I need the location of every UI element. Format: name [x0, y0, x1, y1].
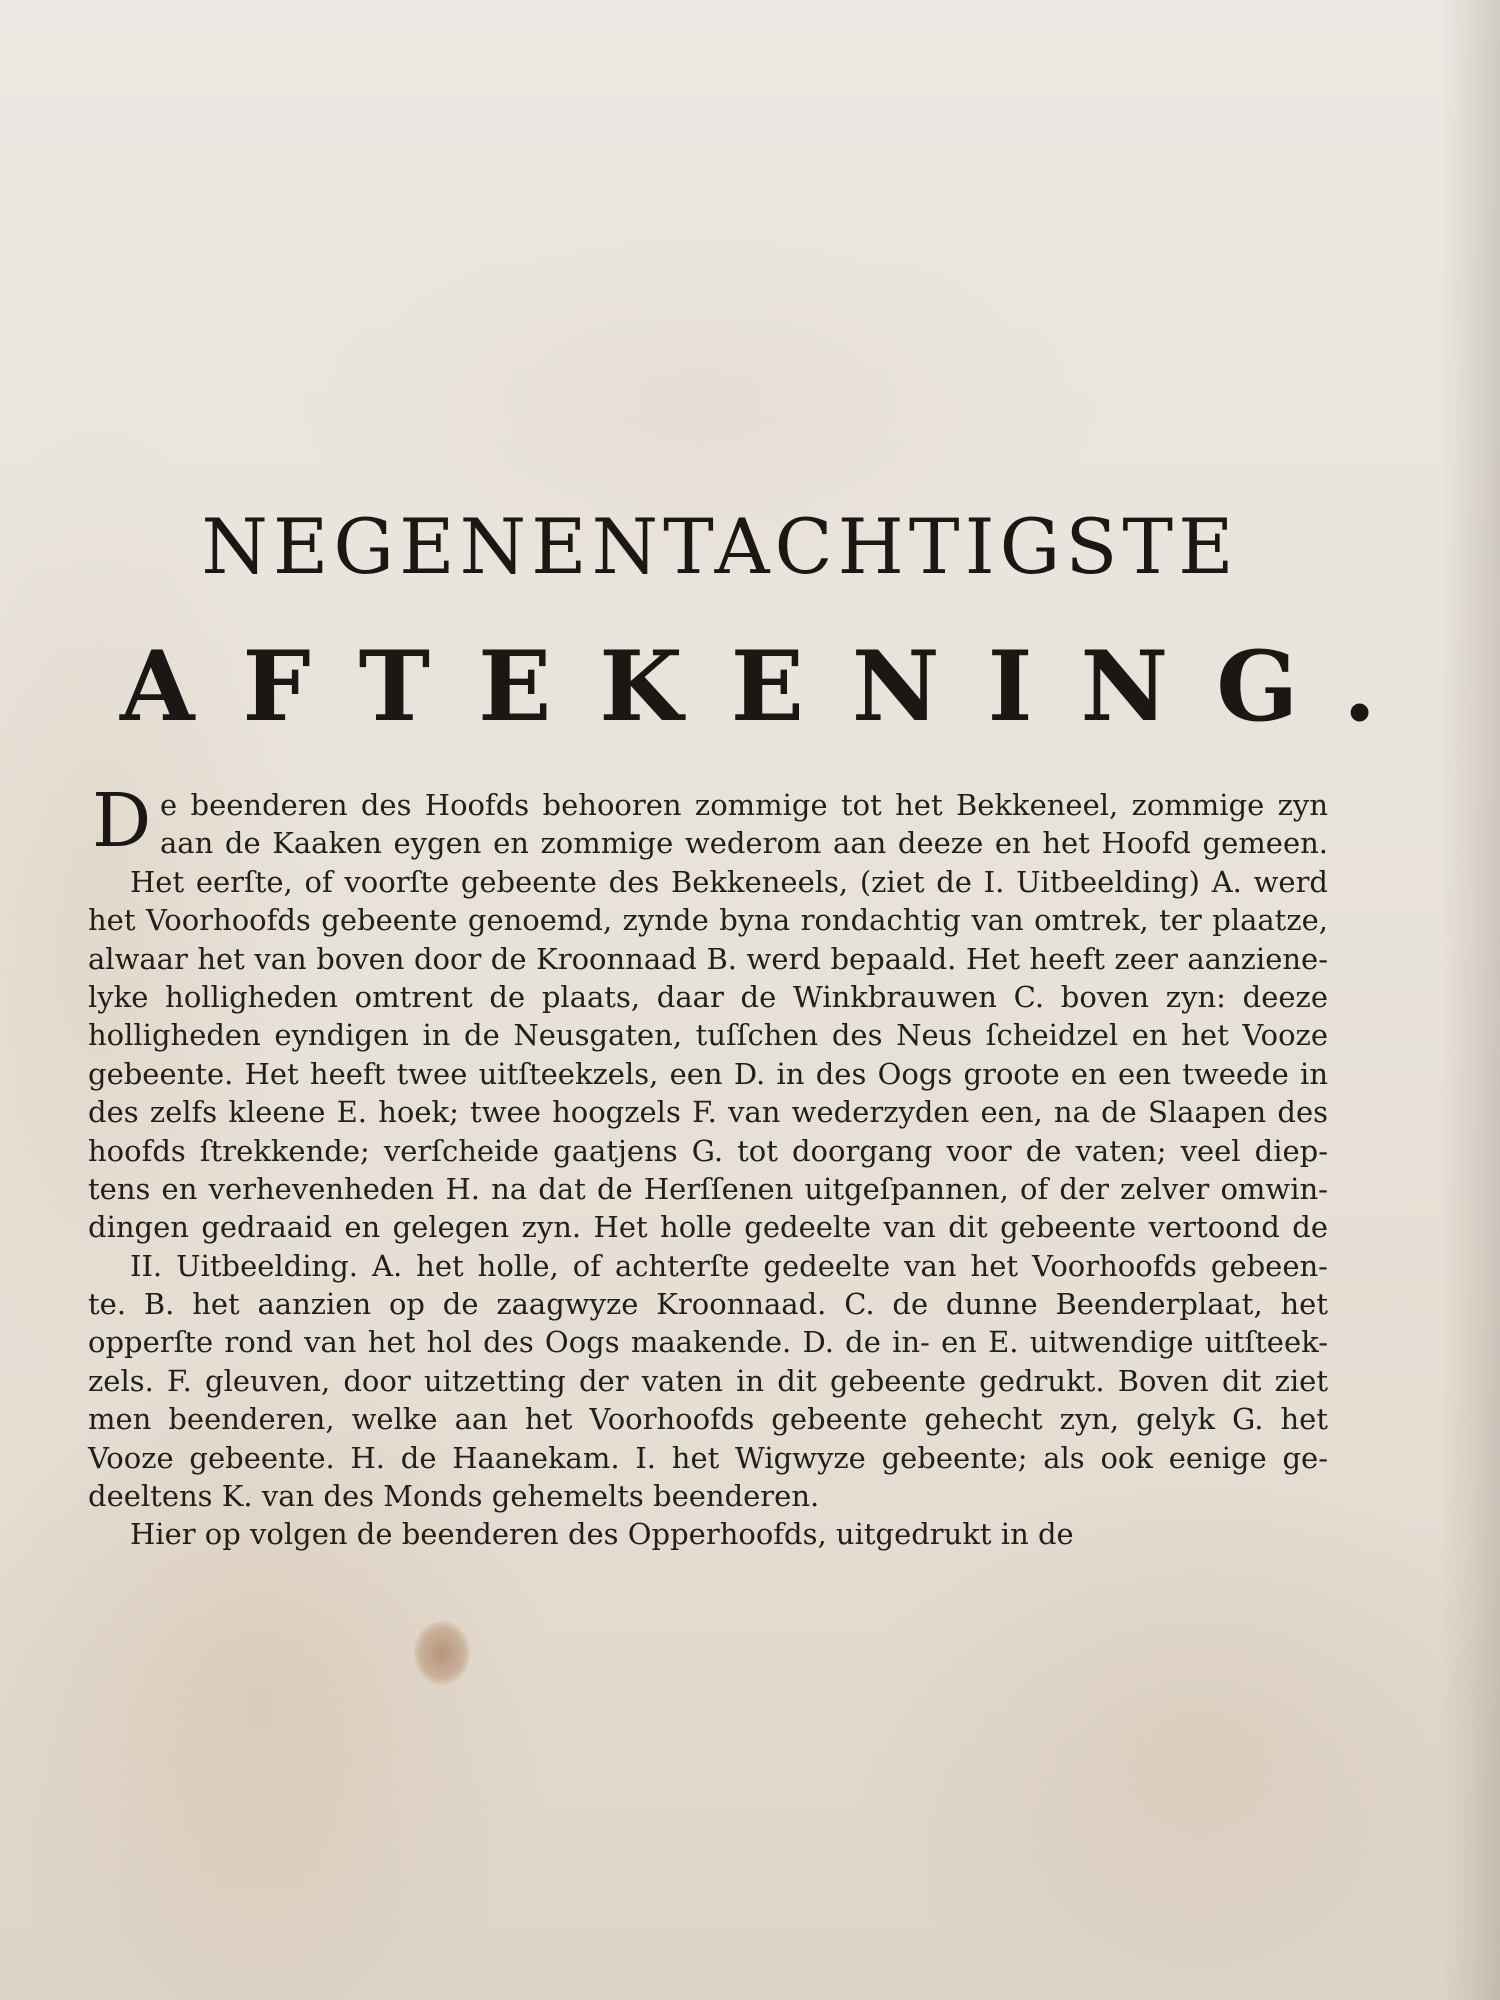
text-line: Vooze gebeente. H. de Haanekam. I. het Wigwyze gebeente; als ook eenige ge-	[88, 1440, 1328, 1475]
body-text	[88, 778, 1328, 1554]
text-line: men beenderen, welke aan het Voorhoofds gebeente gehecht zyn, gelyk G. het	[88, 1402, 1328, 1437]
text-line: zels. F. gleuven, door uitzetting der vaten in dit gebeente gedrukt. Boven dit ziet	[88, 1363, 1328, 1398]
text-line: holligheden eyndigen in de Neusgaten, tuſſchen des Neus ſcheidzel en het Vooze	[88, 1018, 1328, 1053]
text-line: gebeente. Het heeft twee uitſteekzels, een D. in des Oogs groote en een tweede in	[88, 1056, 1328, 1091]
text-line: II. Uitbeelding. A. het holle, of achterſte gedeelte van het Voorhoofds gebeen-	[130, 1248, 1328, 1283]
text-line: hoofds ſtrekkende; verſcheide gaatjens G. tot doorgang voor de vaten; veel diep-	[88, 1133, 1328, 1168]
text-line: Hier op volgen de beenderen des Opperhoofds, uitgedrukt in de	[130, 1517, 1074, 1552]
text-line: alwaar het van boven door de Kroonnaad B. werd bepaald. Het heeft zeer aanziene-	[88, 941, 1328, 976]
text-line: deeltens K. van des Monds gehemelts beenderen.	[88, 1479, 820, 1514]
text-line: aan de Kaaken eygen en zommige wederom aan deeze en het Hoofd gemeen.	[160, 826, 1328, 861]
foxing-stain	[414, 1621, 470, 1685]
text-line: des zelfs kleene E. hoek; twee hoogzels F. van wederzyden een, na de Slaapen des	[88, 1095, 1328, 1130]
text-line: e beenderen des Hoofds behooren zommige tot het Bekkeneel, zommige zyn	[160, 788, 1328, 822]
text-line: tens en verhevenheden H. na dat de Herſſenen uitgeſpannen, of der zelver omwin-	[88, 1171, 1328, 1206]
heading-line-2: AFTEKENING.	[120, 630, 1425, 743]
text-line: Het eerſte, of voorſte gebeente des Bekkeneels, (ziet de I. Uitbeelding) A. werd	[130, 864, 1328, 899]
text-line: opperſte rond van het hol des Oogs maakende. D. de in- en E. uitwendige uitſteek-	[88, 1325, 1328, 1360]
text-line: dingen gedraaid en gelegen zyn. Het holle gedeelte van dit gebeente vertoond de	[88, 1210, 1328, 1245]
drop-cap: D	[92, 778, 152, 864]
heading-line-1: NEGENENTACHTIGSTE	[201, 502, 1239, 591]
text-line: het Voorhoofds gebeente genoemd, zynde byna rondachtig van omtrek, ter plaatze,	[88, 903, 1328, 938]
text-line: te. B. het aanzien op de zaagwyze Kroonnaad. C. de dunne Beenderplaat, het	[88, 1287, 1328, 1322]
text-line: lyke holligheden omtrent de plaats, daar de Winkbrauwen C. boven zyn: deeze	[88, 979, 1328, 1014]
page-gutter-shadow	[1440, 0, 1500, 2000]
